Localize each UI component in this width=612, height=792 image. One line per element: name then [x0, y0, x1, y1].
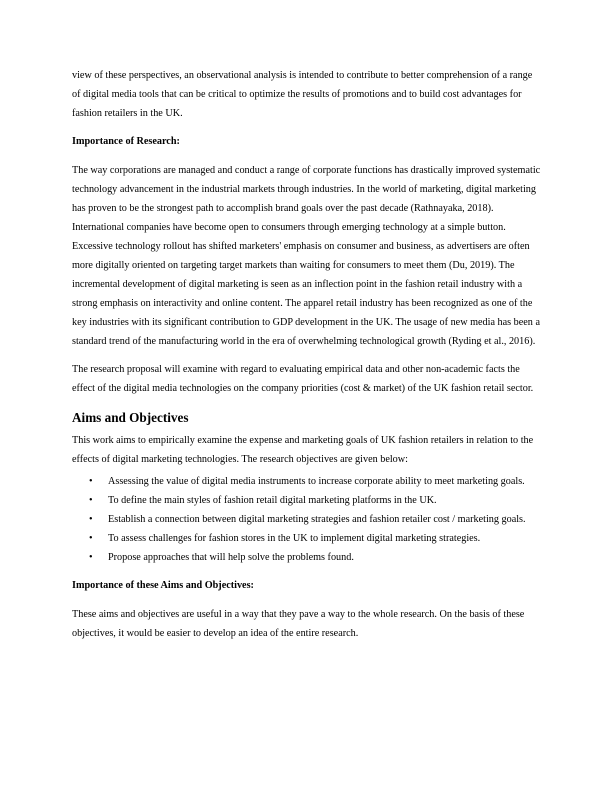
- objective-text: To assess challenges for fashion stores in the UK to implement digital marketing strategies.: [108, 533, 481, 544]
- list-item: [72, 510, 542, 529]
- bullet-icon: •: [89, 533, 93, 544]
- importance-of-research-paragraph-1: The way corporations are managed and conduct a range of corporate functions has drastically improved systematic technology advancement in the industrial markets through industries. In the world of marketing, digital marketing has proven to be the strongest path to accomplish brand goals over the past decade (Rathnayaka, 2018). International companies have become open to consumers through emerging technology at a simple button. Excessive technology rollout has shifted marketers' emphasis on consumer and business, as advertisers are often more digitally oriented on targeting target markets than waiting for consumers to meet them (Du, 2019). The incremental development of digital marketing is seen as an inflection point in the fashion retail industry with a strong emphasis on interactivity and online content. The apparel retail industry has been recognized as one of the key industries with its significant contribution to GDP development in the UK. The usage of new media has been a standard trend of the manufacturing world in the era of overwhelming technological growth (Ryding et al., 2016).: [72, 165, 541, 347]
- importance-of-aims-paragraph: These aims and objectives are useful in a way that they pave a way to the whole research. On the basis of these objectives, it would be easier to develop an idea of the entire research.: [72, 609, 525, 639]
- document-page: [72, 66, 542, 652]
- objective-text: Establish a connection between digital marketing strategies and fashion retailer cost / marketing goals.: [108, 514, 526, 525]
- objective-text: Assessing the value of digital media instruments to increase corporate ability to meet marketing goals.: [108, 476, 525, 487]
- objectives-list: [72, 472, 542, 567]
- bullet-icon: •: [89, 552, 93, 563]
- importance-of-aims-heading: Importance of these Aims and Objectives:: [72, 580, 254, 591]
- list-item: [72, 472, 542, 491]
- bullet-icon: •: [89, 495, 93, 506]
- aims-intro-paragraph: This work aims to empirically examine the expense and marketing goals of UK fashion retailers in relation to the effects of digital marketing technologies. The research objectives are given below:: [72, 435, 534, 465]
- intro-continuation-paragraph: view of these perspectives, an observational analysis is intended to contribute to better comprehension of a range of digital media tools that can be critical to optimize the results of promotions and to build cost advantages for fashion retailers in the UK.: [72, 70, 533, 119]
- list-item: [72, 491, 542, 510]
- list-item: [72, 529, 542, 548]
- objective-text: To define the main styles of fashion retail digital marketing platforms in the UK.: [108, 495, 437, 506]
- objective-text: Propose approaches that will help solve the problems found.: [108, 552, 354, 563]
- bullet-icon: •: [89, 514, 93, 525]
- importance-of-research-heading: Importance of Research:: [72, 136, 180, 147]
- aims-and-objectives-heading: Aims and Objectives: [72, 410, 189, 425]
- importance-of-research-paragraph-2: The research proposal will examine with regard to evaluating empirical data and other non-academic facts the effect of the digital media technologies on the company priorities (cost & market) of the UK fashion retail sector.: [72, 364, 534, 394]
- list-item: [72, 548, 542, 567]
- bullet-icon: •: [89, 476, 93, 487]
